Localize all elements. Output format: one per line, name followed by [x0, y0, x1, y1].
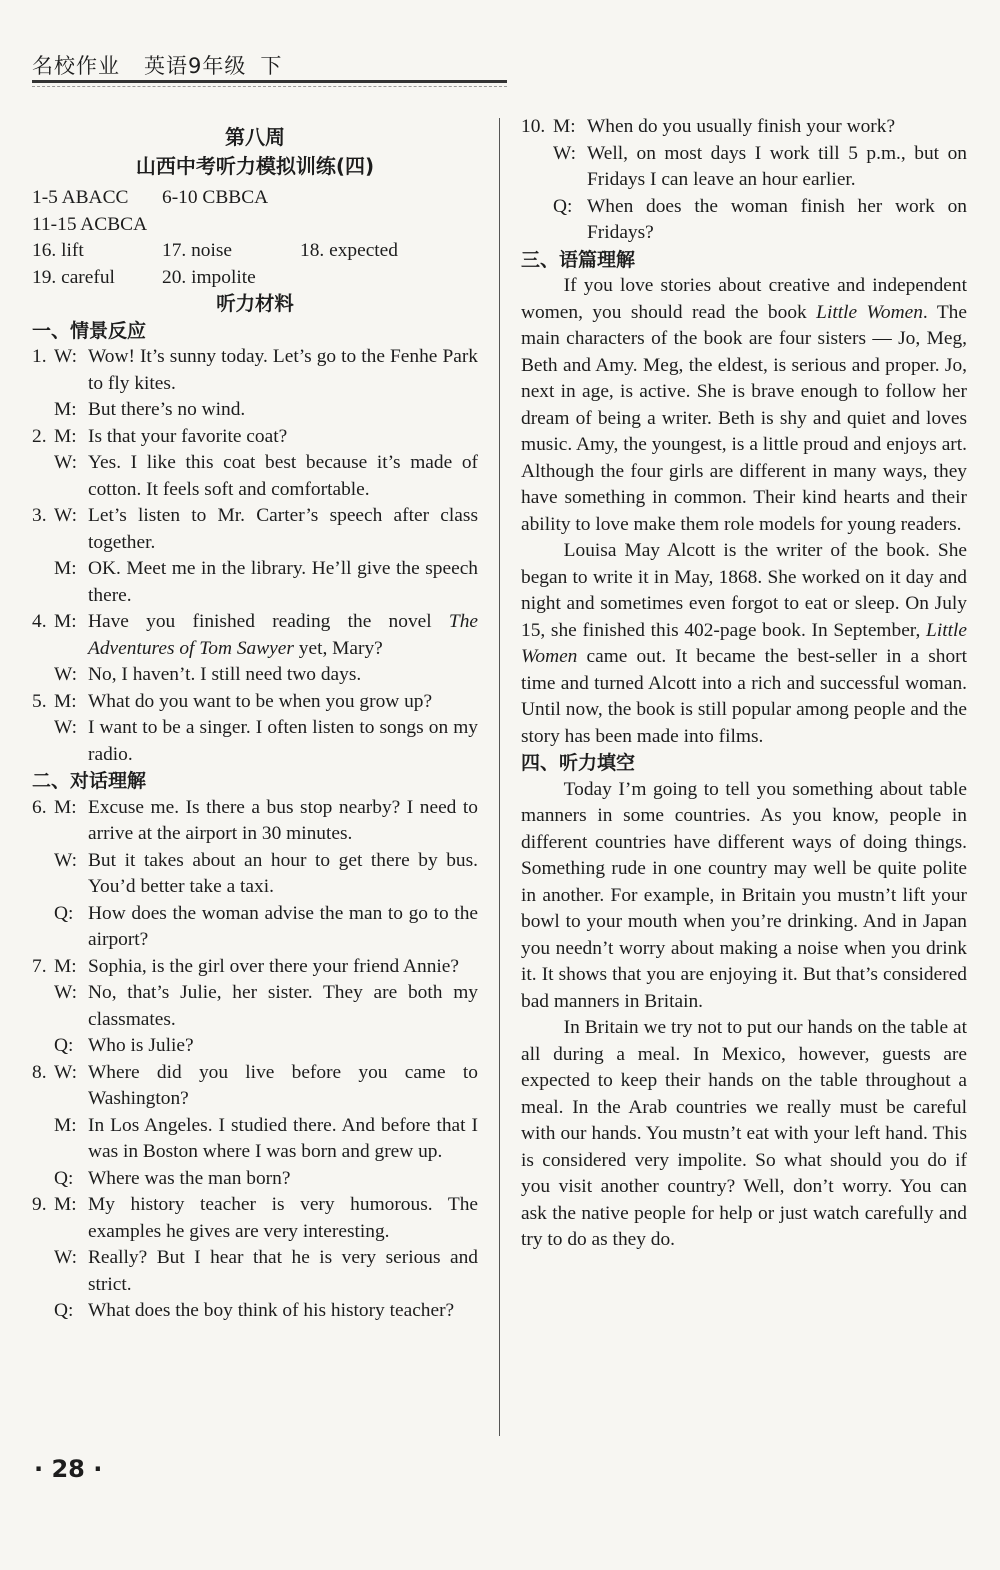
dialog-number: 9.	[32, 1194, 47, 1215]
answer-20: 20. impolite	[162, 266, 256, 288]
answer-17: 17. noise	[162, 240, 233, 261]
speaker: W:	[54, 1061, 77, 1083]
novel-title: The Adventures of Tom Sawyer	[88, 611, 478, 659]
dialog-text	[88, 609, 478, 662]
dialog-number: 6.	[32, 796, 47, 818]
dialog-text: No, I haven’t. I still need two days.	[88, 664, 362, 685]
passage-paragraph-1	[521, 273, 967, 538]
dialog-text: What do you want to be when you grow up?	[88, 690, 433, 712]
dialog-1-line-b	[32, 397, 478, 424]
speaker: M:	[54, 1194, 77, 1215]
answer-16: 16. lift	[32, 240, 84, 261]
dialog-text: When do you usually finish your work?	[587, 116, 896, 137]
dialog-number: 7.	[32, 955, 47, 977]
dialog-text: But there’s no wind.	[88, 399, 246, 420]
dialog-1-line-a	[32, 344, 478, 397]
subject-grade: 英语9年级	[144, 54, 247, 78]
dialog-8-line-b	[32, 1113, 478, 1166]
paragraph-text: came out. It became the best-seller in a short time and turned Alcott into a rich and successful woman. Until now, the book is still popular among people and the story has been made into films.	[521, 646, 967, 747]
dialog-text: Excuse me. Is there a bus stop nearby? I need to arrive at the airport in 30 minutes.	[88, 796, 478, 844]
dialog-9-line-a	[32, 1192, 478, 1245]
left-column	[32, 124, 478, 1325]
dialog-text-part: Have you finished reading the novel	[88, 611, 432, 632]
dialog-7-question	[32, 1033, 478, 1060]
speaker: Q:	[54, 1300, 74, 1321]
speaker: W:	[54, 346, 77, 367]
speaker: Q:	[553, 195, 573, 217]
answer-6-10: 6-10 CBBCA	[162, 187, 269, 208]
dialog-number: 2.	[32, 425, 47, 447]
dialog-4-line-a	[32, 609, 478, 662]
dialog-number: 10.	[521, 116, 546, 137]
dialog-text: No, that’s Julie, her sister. They are both my classmates.	[88, 982, 478, 1030]
header-rule	[32, 80, 507, 83]
book-title-italic: Little Women	[816, 301, 923, 323]
answer-11-15: 11-15 ACBCA	[32, 213, 148, 235]
speaker: Q:	[54, 902, 74, 924]
speaker: M:	[54, 796, 77, 818]
material-title: 听力材料	[216, 292, 294, 315]
speaker: M:	[54, 558, 77, 579]
dialog-4-line-b	[32, 662, 478, 689]
dialog-text: Wow! It’s sunny today. Let’s go to the Fenhe Park to fly kites.	[88, 346, 478, 394]
speaker: M:	[54, 955, 77, 977]
dialog-3-line-b	[32, 556, 478, 609]
question-text: How does the woman advise the man to go to the airport?	[88, 902, 478, 950]
dialog-6-question	[32, 901, 478, 954]
dialog-text: My history teacher is very humorous. The examples he gives are very interesting.	[88, 1194, 478, 1242]
paragraph-text: If you love stories about creative and independent women, you should read the book	[521, 275, 967, 323]
section-3-heading: 三、语篇理解	[521, 248, 636, 271]
question-text: What does the boy think of his history teacher?	[88, 1300, 455, 1321]
dialog-8-question	[32, 1166, 478, 1193]
volume-label: 下	[260, 54, 283, 78]
passage-paragraph-2	[521, 538, 967, 750]
dialog-text: Where did you live before you came to Washington?	[88, 1061, 478, 1109]
speaker: M:	[54, 425, 77, 447]
dialog-10-question	[521, 194, 967, 247]
dialog-2-line-b	[32, 450, 478, 503]
dialog-5-line-a	[32, 689, 478, 716]
speaker: W:	[54, 849, 77, 871]
dialog-text: I want to be a singer. I often listen to songs on my radio.	[88, 717, 478, 765]
speaker: M:	[54, 690, 77, 712]
header-rule-dashed	[32, 86, 507, 87]
speaker: Q:	[54, 1167, 74, 1189]
dialog-text: Sophia, is the girl over there your friend Annie?	[88, 955, 460, 977]
dialog-text-part: yet, Mary?	[298, 637, 383, 659]
speaker: M:	[54, 399, 77, 420]
speaker: W:	[54, 717, 77, 738]
dialog-text: Yes. I like this coat best because it’s made of cotton. It feels soft and comfortable.	[88, 452, 478, 500]
section-4-heading: 四、听力填空	[521, 752, 636, 774]
answer-1-5: 1-5 ABACC	[32, 187, 129, 208]
dialog-6-line-b	[32, 848, 478, 901]
dialog-6-line-a	[32, 795, 478, 848]
speaker: W:	[54, 664, 77, 685]
dialog-8-line-a	[32, 1060, 478, 1113]
passage-paragraph-4: In Britain we try not to put our hands on the table at all during a meal. In Mexico, however, guests are expected to keep their hands on the table throughout a meal. In the Arab countries we really must be careful with our hands. You mustn’t eat with your left hand. This is considered very impolite. So what should you do if you visit another country? Well, don’t worry. You can ask the native people for help or just watch carefully and try to do as they do.	[521, 1017, 967, 1250]
book-title: 名校作业	[32, 54, 120, 78]
right-column	[521, 114, 967, 1254]
speaker: M:	[54, 1114, 77, 1136]
dialog-text: OK. Meet me in the library. He’ll give the speech there.	[88, 558, 478, 606]
section-2-heading: 二、对话理解	[32, 770, 147, 792]
dialog-9-question	[32, 1298, 478, 1325]
speaker: W:	[54, 1247, 77, 1268]
book-title-italic: Little Women	[521, 619, 967, 667]
dialog-10-line-b	[521, 141, 967, 194]
dialog-2-line-a	[32, 424, 478, 451]
dialog-text: Let’s listen to Mr. Carter’s speech after class together.	[88, 505, 478, 553]
column-divider	[499, 118, 500, 1436]
passage-paragraph-3: Today I’m going to tell you something about table manners in some countries. As you know, people in different countries have different ways of doing things. Something rude in one country may well be quite polite in another. For example, in Britain you mustn’t lift your bowl to your mouth when you’re drinking. And in Japan you needn’t worry about making a noise when you drink it. It shows that you are enjoying it. But that’s considered bad manners in Britain.	[521, 778, 967, 1012]
dialog-number: 8.	[32, 1061, 47, 1083]
speaker: Q:	[54, 1035, 74, 1056]
dialog-text: In Los Angeles. I studied there. And before that I was in Boston where I was born and grew up.	[88, 1114, 478, 1162]
speaker: W:	[553, 142, 576, 164]
paragraph-text: Louisa May Alcott is the writer of the book. She began to write it in May, 1868. She worked on it day and night and sometimes even forgot to eat or sleep. On July 15, she finished this 402-page book. In September,	[521, 540, 967, 641]
dialog-text: Really? But I hear that he is very serious and strict.	[88, 1247, 478, 1295]
dialog-7-line-b	[32, 980, 478, 1033]
speaker: W:	[54, 982, 77, 1003]
answer-row-1	[32, 185, 478, 212]
dialog-number: 1.	[32, 346, 47, 367]
section-1-heading: 一、情景反应	[32, 319, 147, 342]
dialog-10-line-a	[521, 114, 967, 141]
dialog-text: Is that your favorite coat?	[88, 425, 288, 447]
speaker: M:	[553, 116, 576, 137]
speaker: W:	[54, 505, 77, 526]
dialog-number: 5.	[32, 690, 47, 712]
paragraph-text: . The main characters of the book are four sisters — Jo, Meg, Beth and Amy. Meg, the eldest, is serious and proper. Jo, next in age, is active. She is brave enough to follow her dream of being a writer. Beth is shy and quiet and loves music. Amy, the youngest, is a little proud and enjoys art. Although the four girls are different in many ways, they have something in common. Their kind hearts and their ability to love make them role models for young readers.	[521, 301, 967, 535]
page-header	[32, 50, 482, 80]
answer-19: 19. careful	[32, 266, 115, 288]
page-number: · 28 ·	[34, 1455, 103, 1483]
answer-row-3	[32, 238, 478, 265]
question-text: Where was the man born?	[88, 1167, 291, 1189]
dialog-number: 4.	[32, 611, 47, 632]
dialog-text: But it takes about an hour to get there by bus. You’d better take a taxi.	[88, 849, 478, 897]
speaker: W:	[54, 452, 77, 473]
dialog-3-line-a	[32, 503, 478, 556]
week-title: 第八周	[225, 125, 285, 149]
dialog-7-line-a	[32, 954, 478, 981]
dialog-text: Well, on most days I work till 5 p.m., but on Fridays I can leave an hour earlier.	[587, 142, 967, 190]
question-text: When does the woman finish her work on Fridays?	[587, 195, 967, 243]
dialog-number: 3.	[32, 505, 47, 526]
answer-row-4	[32, 265, 478, 292]
question-text: Who is Julie?	[88, 1035, 194, 1056]
dialog-9-line-b	[32, 1245, 478, 1298]
dialog-5-line-b	[32, 715, 478, 768]
exam-title: 山西中考听力模拟训练(四)	[135, 153, 375, 178]
speaker: M:	[54, 611, 77, 632]
answer-18: 18. expected	[300, 240, 398, 261]
